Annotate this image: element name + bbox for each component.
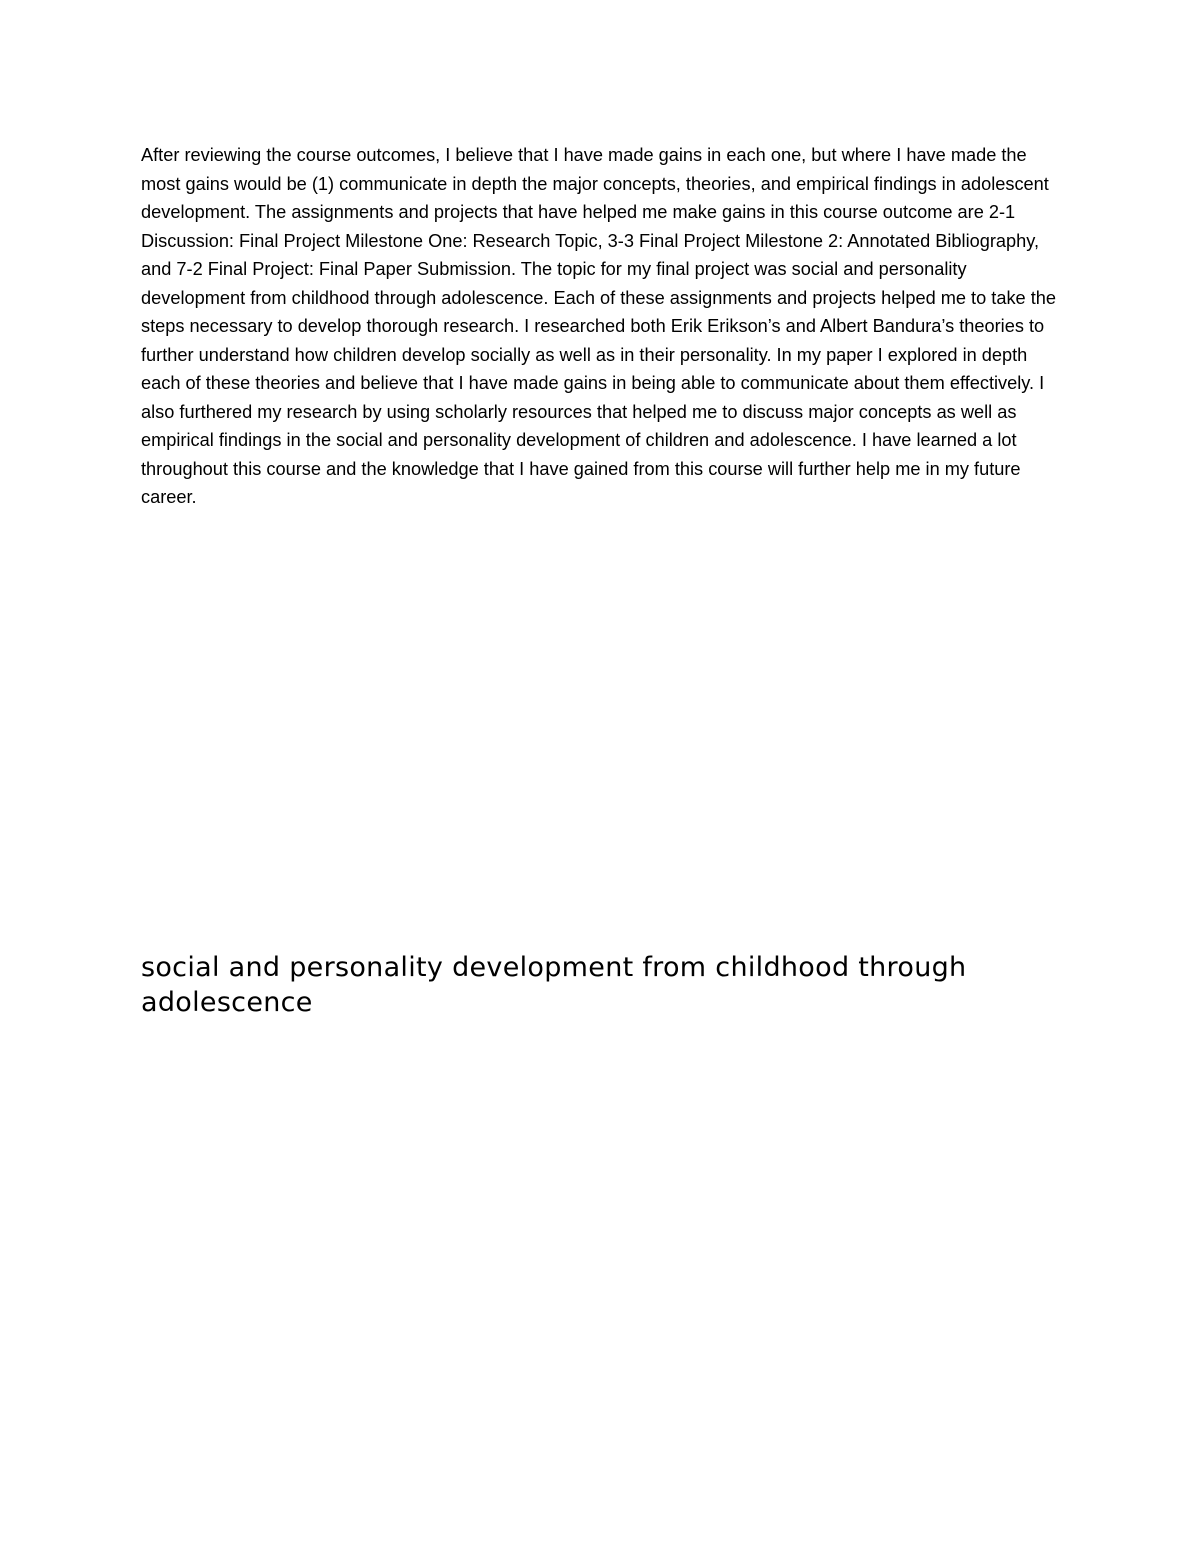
reflection-paragraph: After reviewing the course outcomes, I believe that I have made gains in each one, but where I have made the most gains would be (1) communicate in depth the major concepts, theories, and empirical findings in adolescent development. The assignments and projects that have helped me make gains in this course outcome are 2-1 Discussion: Final Project Milestone One: Research Topic, 3-3 Final Project Milestone 2: Annotated Bibliography, and 7-2 Final Project: Final Paper Submission. The topic for my final project was social and personality development from childhood through adolescence. Each of these assignments and projects helped me to take the steps necessary to develop thorough research. I researched both Erik Erikson’s and Albert Bandura’s theories to further understand how children develop socially as well as in their personality. In my paper I explored in depth each of these theories and believe that I have made gains in being able to communicate about them effectively. I also furthered my research by using scholarly resources that helped me to discuss major concepts as well as empirical findings in the social and personality development of children and adolescence. I have learned a lot throughout this course and the knowledge that I have gained from this course will further help me in my future career. [141, 145, 1056, 507]
topic-heading: social and personality development from childhood through adolescence [141, 952, 967, 1018]
